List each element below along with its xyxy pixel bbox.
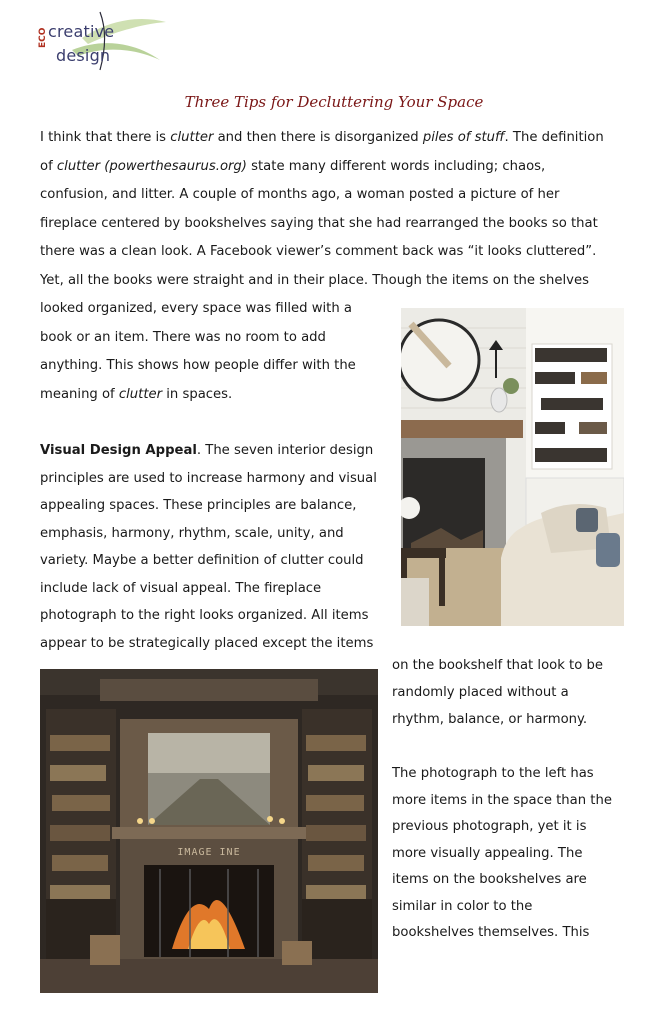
text-line xyxy=(392,684,569,702)
text-segment: anything. This shows how people differ with the xyxy=(40,358,356,373)
text-segment: in spaces. xyxy=(162,386,233,402)
text-line xyxy=(40,300,352,318)
text-line xyxy=(392,765,594,783)
text-segment: meaning of xyxy=(40,386,119,402)
text-line xyxy=(40,357,356,375)
logo-word-creative: creative xyxy=(48,22,115,41)
text-line xyxy=(40,329,326,347)
text-line xyxy=(392,871,587,889)
text-line xyxy=(392,818,586,836)
logo-eco-badge: ECO xyxy=(38,27,48,48)
photo-white-fireplace xyxy=(401,308,624,626)
text-line xyxy=(40,158,545,176)
text-segment: randomly placed without a xyxy=(392,685,569,700)
text-line xyxy=(40,243,596,261)
text-line xyxy=(40,442,373,460)
logo xyxy=(38,8,172,74)
text-line xyxy=(40,386,232,404)
text-segment: similar in color to the xyxy=(392,898,533,914)
text-line xyxy=(40,215,598,233)
text-line xyxy=(392,711,587,729)
text-line xyxy=(392,792,612,810)
text-segment: bookshelves themselves. This xyxy=(392,925,590,940)
text-segment: rhythm, balance, or harmony. xyxy=(392,712,588,727)
text-segment: confusion, and litter. A couple of months ago, a woman posted a picture of her xyxy=(40,187,560,202)
text-line xyxy=(392,924,589,942)
text-segment: appealing spaces. These principles are balance, xyxy=(40,498,357,513)
text-line xyxy=(40,525,344,543)
text-line xyxy=(392,898,532,916)
text-line xyxy=(40,607,369,625)
text-segment: clutter xyxy=(170,130,214,145)
photo-rustic-fireplace xyxy=(40,669,378,993)
text-segment: items on the bookshelves are xyxy=(392,872,587,887)
text-line xyxy=(392,845,582,863)
text-segment: . The definition xyxy=(504,130,604,145)
text-line xyxy=(40,272,589,290)
text-segment: The photograph to the left has xyxy=(392,766,594,781)
text-segment: on the bookshelf that look to be xyxy=(392,658,603,673)
text-segment: Yet, all the books were straight and in their place. Though the items on the shelves xyxy=(40,272,589,288)
section-heading: Visual Design Appeal xyxy=(40,443,197,458)
text-segment: looked organized, every space was filled with a xyxy=(40,301,352,316)
text-segment: photograph to the right looks organized. All items xyxy=(40,608,369,623)
text-line xyxy=(40,129,604,147)
text-segment: state many different words including; chaos, xyxy=(246,158,546,174)
text-line xyxy=(40,470,377,488)
text-segment: piles of stuff xyxy=(422,130,505,145)
text-segment: principles are used to increase harmony and visual xyxy=(40,470,377,486)
text-segment: of xyxy=(40,158,57,174)
article-title: Three Tips for Decluttering Your Space xyxy=(184,93,484,111)
text-segment: previous photograph, yet it is xyxy=(392,819,587,834)
text-segment: book or an item. There was no room to add xyxy=(40,329,326,345)
text-line xyxy=(392,657,603,675)
text-segment: more items in the space than the xyxy=(392,792,612,808)
text-line xyxy=(40,497,356,515)
text-segment: fireplace centered by bookshelves saying that she had rearranged the books so that xyxy=(40,215,598,231)
text-segment: include lack of visual appeal. The fireplace xyxy=(40,580,322,596)
text-segment: I think that there is xyxy=(40,130,171,145)
text-segment: there was a clean look. A Facebook viewer’s comment back was “it looks cluttered”. xyxy=(40,244,597,259)
text-segment: and then there is disorganized xyxy=(213,130,423,145)
mantel-inscription: IMAGE INE xyxy=(177,847,241,858)
text-line xyxy=(40,186,559,204)
text-segment: clutter (powerthesaurus.org) xyxy=(56,158,247,174)
text-segment: more visually appealing. The xyxy=(392,845,583,861)
text-segment: . The seven interior design xyxy=(196,443,374,458)
text-line xyxy=(40,580,321,598)
text-line xyxy=(40,635,373,653)
text-line xyxy=(40,552,364,570)
text-segment: emphasis, harmony, rhythm, scale, unity, and xyxy=(40,525,344,541)
text-segment: clutter xyxy=(118,386,163,402)
text-segment: variety. Maybe a better definition of clutter could xyxy=(40,553,364,568)
text-segment: appear to be strategically placed except the items xyxy=(40,635,374,651)
logo-word-design: design xyxy=(56,46,111,65)
